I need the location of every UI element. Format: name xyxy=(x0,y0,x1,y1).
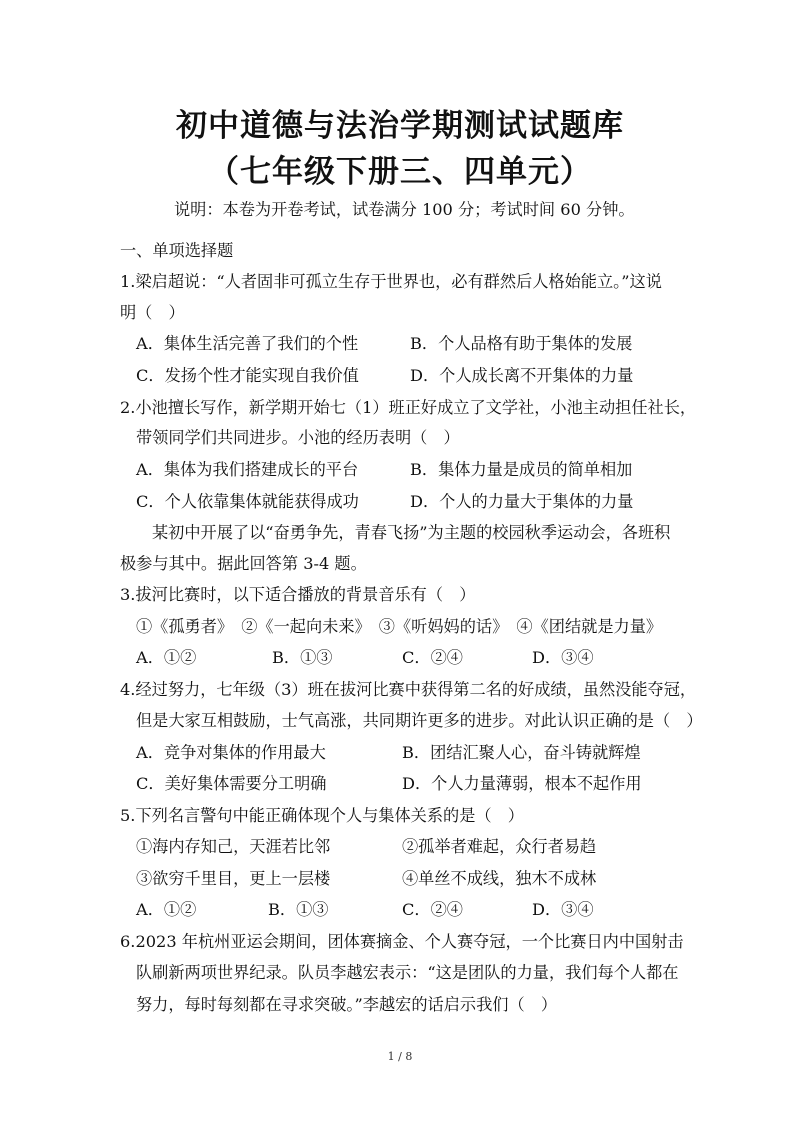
page-title: 初中道德与法治学期测试试题库 xyxy=(176,108,624,144)
question-3-option-a: A．①② xyxy=(136,648,197,667)
question-1-option-b: B．个人品格有助于集体的发展 xyxy=(410,334,633,353)
question-5-item1: ①海内存知己，天涯若比邻 xyxy=(136,837,331,856)
question-6-stem-line3: 努力，每时每刻都在寻求突破。”李越宏的话启示我们（ ） xyxy=(136,995,558,1014)
question-5-option-c: C．②④ xyxy=(402,900,463,919)
question-4-option-a: A．竞争对集体的作用最大 xyxy=(136,743,326,762)
question-1-stem-line2: 明（ ） xyxy=(120,303,185,322)
question-4-option-d: D．个人力量薄弱，根本不起作用 xyxy=(402,774,642,793)
question-1-option-d: D．个人成长离不开集体的力量 xyxy=(410,366,634,385)
question-5-option-b: B．①③ xyxy=(268,900,329,919)
question-3-items: ①《孤勇者》 ②《一起向未来》 ③《听妈妈的话》 ④《团结就是力量》 xyxy=(136,617,663,636)
question-3-stem: 3.拔河比赛时，以下适合播放的背景音乐有（ ） xyxy=(120,585,476,604)
question-2-stem-line2: 带领同学们共同进步。小池的经历表明（ ） xyxy=(136,428,460,447)
question-2-option-a: A．集体为我们搭建成长的平台 xyxy=(136,460,359,479)
exam-note: 说明：本卷为开卷考试，试卷满分 100 分；考试时间 60 分钟。 xyxy=(174,200,635,219)
question-3-option-d: D．③④ xyxy=(532,648,594,667)
question-3-option-c: C．②④ xyxy=(402,648,463,667)
question-5-option-a: A．①② xyxy=(136,900,197,919)
question-5-item2: ②孤举者难起，众行者易趋 xyxy=(402,837,597,856)
question-2-option-d: D．个人的力量大于集体的力量 xyxy=(410,492,634,511)
question-4-stem-line1: 4.经过努力，七年级（3）班在拔河比赛中获得第二名的好成绩，虽然没能夺冠， xyxy=(120,680,697,699)
question-5-stem: 5.下列名言警句中能正确体现个人与集体关系的是（ ） xyxy=(120,806,524,825)
question-4-option-c: C．美好集体需要分工明确 xyxy=(136,774,327,793)
question-2-option-c: C．个人依靠集体就能获得成功 xyxy=(136,492,359,511)
material-line1: 某初中开展了以“奋勇争先，青春飞扬”为主题的校园秋季运动会，各班积 xyxy=(152,523,671,542)
page-subtitle: （七年级下册三、四单元） xyxy=(208,154,592,190)
question-4-stem-line2: 但是大家互相鼓励，士气高涨，共同期许更多的进步。对此认识正确的是（ ） xyxy=(136,711,703,730)
question-2-option-b: B．集体力量是成员的简单相加 xyxy=(410,460,633,479)
question-5-item3: ③欲穷千里目，更上一层楼 xyxy=(136,869,331,888)
question-3-option-b: B．①③ xyxy=(272,648,333,667)
question-2-stem-line1: 2.小池擅长写作，新学期开始七（1）班正好成立了文学社，小池主动担任社长， xyxy=(120,398,697,417)
question-1-option-c: C．发扬个性才能实现自我价值 xyxy=(136,366,359,385)
section-heading: 一、单项选择题 xyxy=(120,241,234,260)
question-6-stem-line2: 队刷新两项世界纪录。队员李越宏表示：“这是团队的力量，我们每个人都在 xyxy=(136,963,679,982)
page-number: 1 / 8 xyxy=(387,1050,413,1063)
question-4-option-b: B．团结汇聚人心，奋斗铸就辉煌 xyxy=(402,743,641,762)
question-5-item4: ④单丝不成线，独木不成林 xyxy=(402,869,597,888)
question-6-stem-line1: 6.2023 年杭州亚运会期间，团体赛摘金、个人赛夺冠，一个比赛日内中国射击 xyxy=(120,932,684,951)
question-5-option-d: D．③④ xyxy=(532,900,594,919)
material-line2: 极参与其中。据此回答第 3-4 题。 xyxy=(120,554,367,573)
question-1-stem-line1: 1.梁启超说：“人者固非可孤立生存于世界也，必有群然后人格始能立。”这说 xyxy=(120,272,662,291)
question-1-option-a: A．集体生活完善了我们的个性 xyxy=(136,334,359,353)
